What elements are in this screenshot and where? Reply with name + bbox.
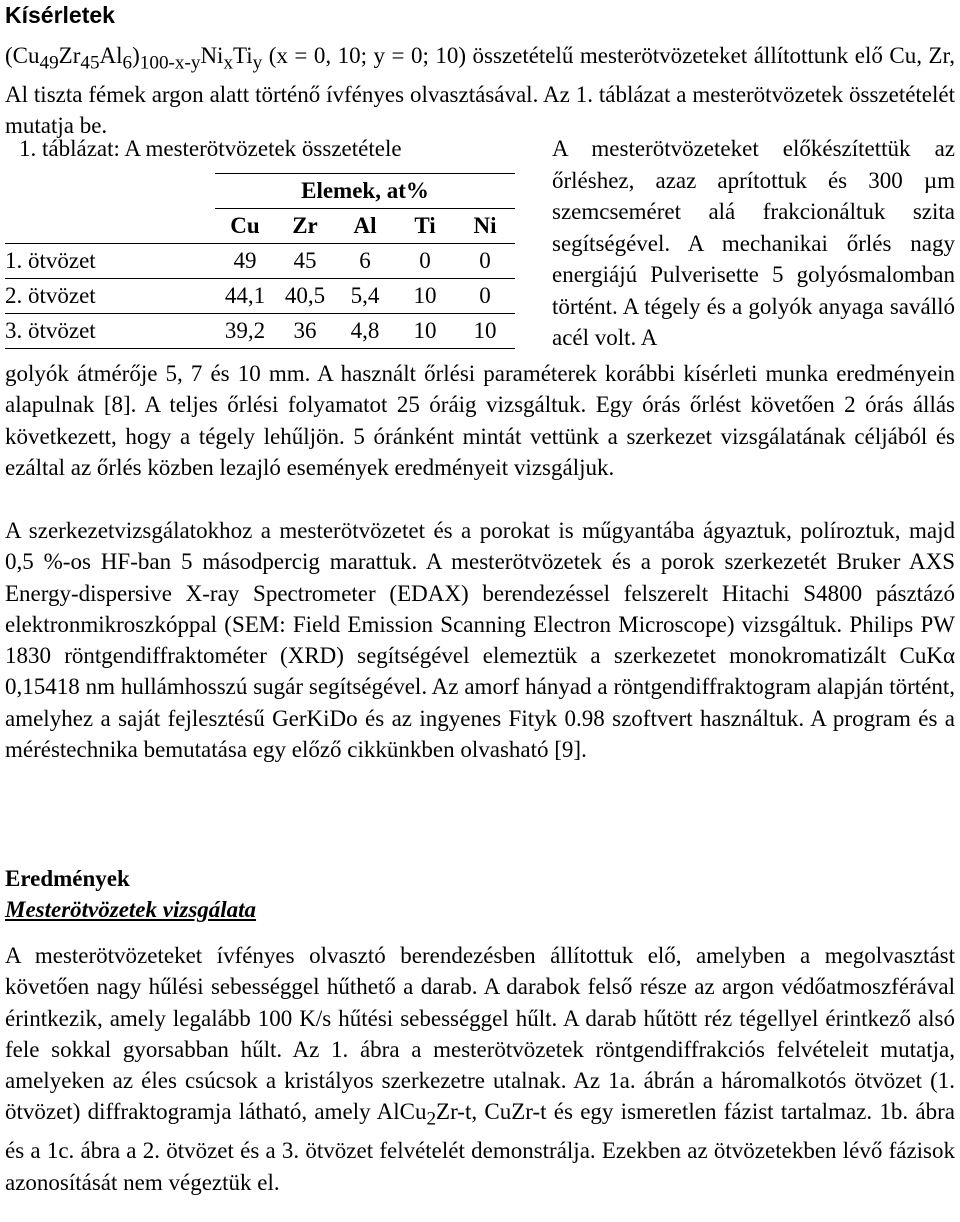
- table-row: [5, 279, 515, 314]
- table-cell: 0: [455, 279, 515, 314]
- paragraph-methods: A szerkezetvizsgálatokhoz a mesterötvözetet és a porokat is műgyantába ágyaztuk, políroztuk, majd 0,5 %-os HF-ban 5 másodpercig marattuk. A mesterötvözetek és a porok szerkezetét Bruker AXS Energy-dispersive X-ray Spectrometer (EDAX) berendezéssel felszerelt Hitachi S4800 pásztázó elektronmikroszkóppal (SEM: Field Emission Scanning Electron Microscope) vizsgáltuk. Philips PW 1830 röntgendiffraktométer (XRD) segítségével elemeztük a szerkezetet monokromatizált CuKα 0,15418 nm hullámhosszú sugár segítségével. Az amorf hányad a röntgendiffraktogram alapján történt, amelyhez a saját fejlesztésű GerKiDo és az ingyenes Fityk 0.98 szoftvert használtuk. A program és a méréstechnika bemutatása egy előző cikkünkben olvasható [9].: [5, 518, 955, 763]
- column-header-ni: Ni: [455, 209, 515, 244]
- table-cell: 0: [395, 244, 455, 279]
- formula-subscript: 6: [122, 52, 133, 74]
- formula-part: Ni: [200, 43, 224, 68]
- row-label: 3. ötvözet: [5, 314, 215, 349]
- formula-part: (Cu: [5, 43, 40, 68]
- table-cell: 4,8: [335, 314, 395, 349]
- table-group-header: Elemek, at%: [215, 174, 515, 209]
- table-cell: 0: [455, 244, 515, 279]
- table-corner-cell: [5, 209, 215, 244]
- results-text: A mesterötvözeteket ívfényes olvasztó berendezésben állítottuk elő, amelyben a megolvasztást követően nagy hűlési sebességgel hűthető a darab. A darabok felső része az argon védőatmoszférával érintkezik, amely legalább 100 K/s hűtési sebességgel hűlt. A darab hűtött réz tégellyel érintkező alsó fele sokkal gyorsabban hűlt. Az 1. ábra a mesterötvözetek röntgendiffrakciós felvételeit mutatja, amelyeken az éles csúcsok a kristályos szerkezetre utalnak. Az 1a. ábrán a háromalkotós ötvözet (1. ötvözet) diffraktogramja látható, amely AlCu: [5, 943, 955, 1125]
- formula-part: Ti: [233, 43, 253, 68]
- paragraph-milling: golyók átmérője 5, 7 és 10 mm. A használt őrlési paraméterek korábbi kísérleti munka eredményein alapulnak [8]. A teljes őrlési folyamatot 25 óráig vizsgáltuk. Egy órás őrlést követően 2 órás állás következett, hogy a tégely lehűljön. 5 óránként mintát vettünk a szerkezet vizsgálatának céljából és ezáltal az őrlés közben lezajló események eredményeit vizsgáljuk.: [5, 361, 955, 480]
- formula-part: ): [132, 43, 140, 68]
- formula-subscript: 100-x-y: [139, 52, 201, 74]
- table-column-header-row: [5, 209, 515, 244]
- paragraph-results: [5, 940, 955, 1198]
- column-header-ti: Ti: [395, 209, 455, 244]
- table-corner-cell: [5, 174, 215, 209]
- column-header-zr: Zr: [275, 209, 335, 244]
- composition-table: [5, 173, 515, 349]
- formula-part: Zr: [58, 43, 81, 68]
- formula-part: Al: [99, 43, 123, 68]
- row-label: 2. ötvözet: [5, 279, 215, 314]
- table-cell: 40,5: [275, 279, 335, 314]
- table-cell: 10: [455, 314, 515, 349]
- table-cell: 36: [275, 314, 335, 349]
- formula-subscript: 2: [426, 1109, 437, 1131]
- table-cell: 10: [395, 314, 455, 349]
- formula-subscript: x: [223, 52, 234, 74]
- table-caption: 1. táblázat: A mesterötvözetek összetétele: [19, 136, 402, 161]
- column-header-al: Al: [335, 209, 395, 244]
- side-paragraph: A mesterötvözeteket előkészítettük az őrléshez, azaz aprítottuk és 300 µm szemcseméret alá frakcionáltuk szita segítségével. A mechanikai őrlés nagy energiájú Pulverisette 5 golyósmalomban történt. A tégely és a golyók anyaga saválló acél volt. A: [552, 136, 955, 350]
- formula-subscript: 45: [80, 52, 100, 74]
- table-row: [5, 244, 515, 279]
- table-cell: 45: [275, 244, 335, 279]
- table-group-header-row: [5, 174, 515, 209]
- table-cell: 39,2: [215, 314, 275, 349]
- intro-paragraph: [5, 40, 955, 141]
- table-cell: 10: [395, 279, 455, 314]
- subsection-heading: Mesterötvözetek vizsgálata: [5, 897, 257, 922]
- formula-subscript: 49: [39, 52, 59, 74]
- table-cell: 49: [215, 244, 275, 279]
- section-heading-experiments: Kísérletek: [5, 2, 115, 28]
- section-heading-results: Eredmények: [5, 866, 130, 891]
- table-cell: 5,4: [335, 279, 395, 314]
- table-cell: 44,1: [215, 279, 275, 314]
- results-text: Zr-t, CuZr-t és egy ismeretlen fázist tartalmaz. 1b. ábra és a 1c. ábra a 2. ötvözet és a 3. ötvözet felvételét demonstrálja. Ezekben az ötvözetekben lévő fázisok azonosítását nem végeztük el.: [5, 1099, 955, 1195]
- table-row: [5, 314, 515, 349]
- formula: [5, 43, 263, 74]
- row-label: 1. ötvözet: [5, 244, 215, 279]
- table-cell: 6: [335, 244, 395, 279]
- formula-subscript: y: [252, 52, 263, 74]
- column-header-cu: Cu: [215, 209, 275, 244]
- intro-text: (x = 0, 10; y = 0; 10) összetételű mesterötvözeteket állítottunk elő Cu, Zr, Al tiszta fémek argon alatt történő ívfényes olvasztásával. Az 1. táblázat a mesterötvözetek összetételét mutatja be.: [5, 43, 955, 139]
